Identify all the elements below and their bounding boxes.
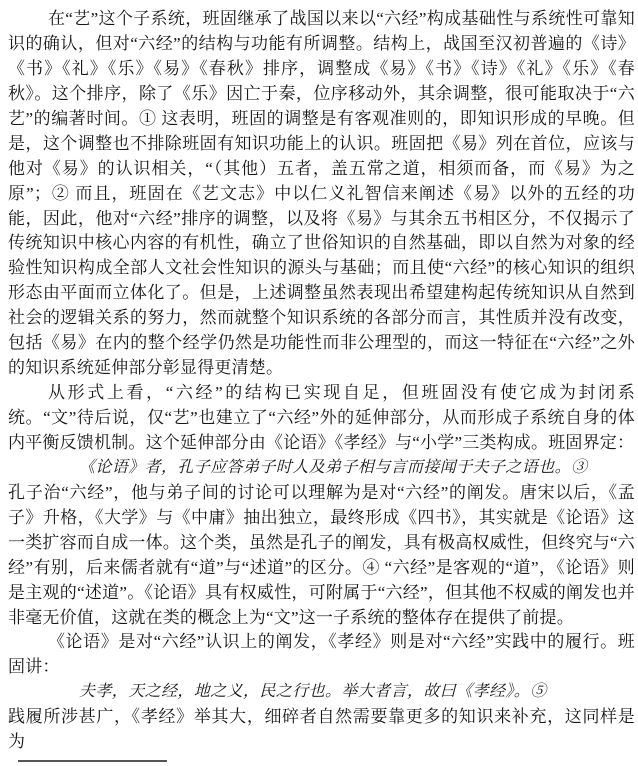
block-quote-xiaojing: 夫孝，天之经，地之义，民之行也。举大者言，故曰《孝经》。⑤ bbox=[79, 683, 547, 701]
body-paragraph: 从形式上看，“六经”的结构已实现自足，但班固没有使它成为封闭系统。“文”待后说，仅“艺”也建立了“六经”外的延伸部分，从而形成子系统自身的体内平衡反馈机制。这个延伸部分由《论语》《孝经》与“小学”三类构成。班固界定： bbox=[8, 383, 635, 452]
body-paragraph: 在“艺”这个子系统，班固继承了战国以来以“六经”构成基础性与系统性可靠知识的确认，但对“六经”的结构与功能有所调整。结构上，战国至汉初普遍的《诗》《书》《礼》《乐》《易》《春秋》排序，调整成《易》《书》《诗》《礼》《乐》《春秋》。这个排序，除了《乐》因亡于秦，位序移动外，其余调整，很可能取决于“六艺”的编著时间。① 这表明，班固的调整是有客观准则的，即知识形成的早晚。但是，这个调整也不排除班固有知识功能上的认识。班固把《易》列在首位，应该与他对《易》的认识相关，“（其他）五者，盖五常之道，相须而备，而《易》为之原”；② 而且，班固在《艺文志》中以仁义礼智信来阐述《易》以外的五经的功能，因此，他对“六经”排序的调整，以及将《易》与其余五书相区分，不仅揭示了传统知识中核心内容的有机性，确立了世俗知识的自然基础，即以自然为对象的经验性知识构成全部人文社会性知识的源头与基础；而且使“六经”的核心知识的组织形态由平面而立体化了。但是，上述调整虽然表现出希望建构起传统知识从自然到社会的逻辑关系的努力，然而就整个知识系统的各部分而言，其性质并没有改变，包括《易》在内的整个经学仍然是功能性而非公理型的，而这一特征在“六经”之外的知识系统延伸部分彰显得更清楚。 bbox=[8, 9, 635, 378]
footnote-divider bbox=[18, 760, 167, 762]
body-paragraph: 孔子治“六经”，他与弟子间的讨论可以理解为是对“六经”的阐发。唐宋以后，《孟子》升格，《大学》与《中庸》抽出独立，最终形成《四书》，其实就是《论语》这一类扩容而自成一体。这个类，虽然是孔子的阐发，具有极高权威性，但终究与“六经”有别，后来儒者就有“道”与“述道”的区分。④ “六经”是客观的“道”，《论语》则是主观的“述道”。《论语》具有权威性，可附属于“六经”，但其他不权威的阐发也并非毫无价值，这就在类的概念上为“文”这一子系统的整体存在提供了前提。 bbox=[8, 482, 635, 627]
body-paragraph: 践履所涉甚广，《孝经》举其大，细碎者自然需要靠更多的知识来补充，这同样是为 bbox=[8, 707, 635, 752]
block-quote-lunyu: 《论语》者，孔子应答弟子时人及弟子相与言而接闻于夫子之语也。③ bbox=[79, 458, 588, 476]
article-text bbox=[8, 7, 635, 755]
body-paragraph: 《论语》是对“六经”认识上的阐发，《孝经》则是对“六经”实践中的履行。班固讲： bbox=[8, 632, 635, 677]
